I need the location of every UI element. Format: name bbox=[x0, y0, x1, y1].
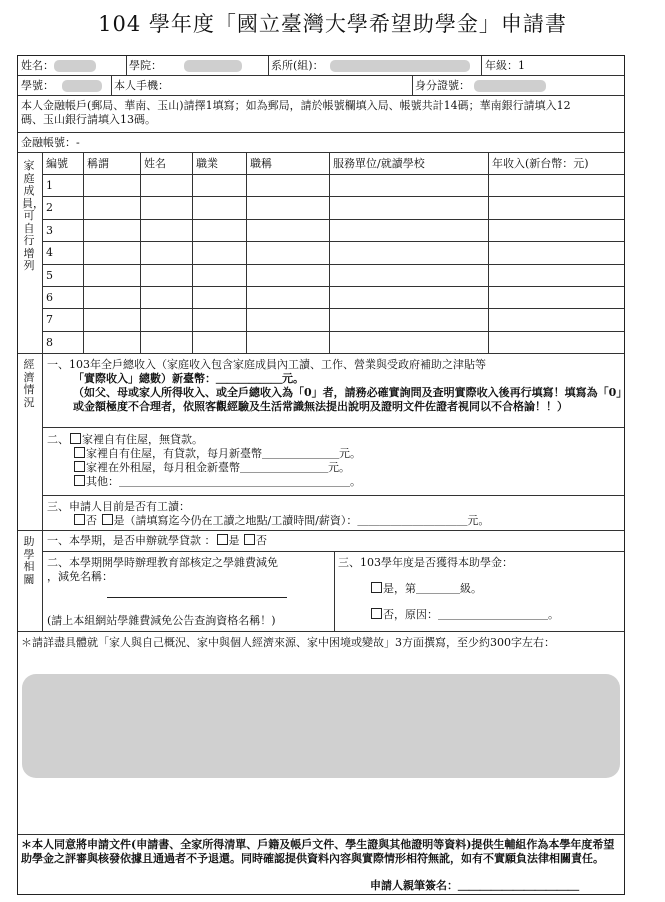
family-table-cell[interactable] bbox=[246, 196, 329, 218]
mobile-field[interactable] bbox=[114, 79, 169, 93]
national-id-label: 身分證號： bbox=[415, 79, 470, 92]
economy-q3 bbox=[47, 500, 622, 528]
family-side-label: 家庭成員，可自行增列 bbox=[22, 159, 44, 272]
housing-option-checkbox-1[interactable] bbox=[70, 433, 81, 444]
aid-q1-label: 一、本學期，是否申辦就學貸款 ： bbox=[47, 534, 216, 547]
family-table-cell[interactable] bbox=[140, 241, 192, 263]
student-id-label: 學號： bbox=[21, 79, 54, 92]
family-header: 稱謂 bbox=[87, 157, 109, 170]
family-table-cell[interactable] bbox=[488, 331, 625, 353]
family-table-cell[interactable] bbox=[488, 286, 625, 308]
family-table-cell[interactable] bbox=[83, 174, 140, 196]
application-form bbox=[17, 55, 625, 895]
family-table-cell[interactable] bbox=[329, 241, 488, 263]
grant-yes-checkbox[interactable] bbox=[371, 582, 382, 593]
grant-no-label: 否，原因：＿＿＿＿＿＿＿＿＿＿。 bbox=[383, 608, 559, 621]
family-table-cell[interactable] bbox=[246, 331, 329, 353]
aid-q3-label: 三、103學年度是否獲得本助學金： bbox=[338, 556, 513, 569]
college-label: 學院： bbox=[129, 59, 162, 72]
bank-note: 本人金融帳戶(郵局、華南、玉山)請擇1填寫；如為郵局，請於帳號欄填入局、帳號共計14碼；華南銀行請填入12碼、玉山銀行請填入13碼。 bbox=[21, 99, 571, 126]
family-table-cell[interactable] bbox=[329, 308, 488, 330]
family-table-cell[interactable] bbox=[192, 331, 246, 353]
family-header: 年收入(新台幣：元) bbox=[492, 157, 589, 170]
economy-q1-line2[interactable]: 「實際收入」總數）新臺幣：＿＿＿＿＿＿元。 bbox=[73, 372, 304, 385]
family-table-cell[interactable] bbox=[488, 219, 625, 241]
family-table-cell[interactable] bbox=[192, 308, 246, 330]
grant-no-checkbox[interactable] bbox=[371, 608, 382, 619]
loan-no-label: 否 bbox=[256, 534, 267, 547]
aid-q1 bbox=[47, 534, 267, 548]
family-table-cell[interactable] bbox=[329, 196, 488, 218]
family-header: 姓名 bbox=[144, 157, 166, 170]
family-table-cell[interactable] bbox=[246, 241, 329, 263]
economy-q2 bbox=[47, 433, 607, 489]
loan-yes-label: 是 bbox=[228, 534, 240, 547]
redacted-national-id bbox=[474, 80, 546, 92]
grade-field[interactable] bbox=[485, 59, 525, 73]
family-table-cell[interactable] bbox=[192, 264, 246, 286]
family-row-number: 1 bbox=[46, 179, 53, 192]
family-table-cell[interactable] bbox=[140, 331, 192, 353]
family-table-cell[interactable] bbox=[246, 174, 329, 196]
aid-q2 bbox=[47, 556, 332, 628]
economy-q2-label: 二、 bbox=[47, 433, 69, 446]
grade-label: 年級： bbox=[485, 59, 518, 72]
redacted-department bbox=[330, 60, 470, 72]
family-table-cell[interactable] bbox=[83, 196, 140, 218]
aid-q2-line2: ，減免名稱： bbox=[47, 570, 113, 583]
family-table-cell[interactable] bbox=[488, 308, 625, 330]
loan-yes-checkbox[interactable] bbox=[217, 534, 228, 545]
grant-yes-label: 是，第＿＿＿＿級。 bbox=[383, 582, 482, 595]
family-table-cell[interactable] bbox=[329, 331, 488, 353]
housing-option-checkbox-4[interactable] bbox=[74, 475, 85, 486]
family-table-cell[interactable] bbox=[246, 219, 329, 241]
family-table-cell[interactable] bbox=[192, 241, 246, 263]
economy-q1-note: （如父、母或家人所得收入、或全戶總收入為「0」者，請務必確實詢問及查明實際收入後再行填寫！填寫為「0」或金額極度不合理者，依照客觀經驗及生活常識無法提出說明及證明文件佐證者視同以不合格論！！） bbox=[73, 386, 622, 413]
economy-side-label: 經濟情況 bbox=[23, 358, 35, 409]
department-label: 系所(組)： bbox=[271, 59, 324, 72]
family-table-cell[interactable] bbox=[83, 286, 140, 308]
bank-account-field[interactable]: 金融帳號：- bbox=[21, 136, 80, 149]
housing-option-1: 家裡自有住屋，無貸款。 bbox=[82, 433, 203, 446]
family-table-cell[interactable] bbox=[140, 286, 192, 308]
family-row-number: 5 bbox=[46, 268, 53, 282]
family-row-number: 7 bbox=[46, 313, 53, 327]
family-header: 服務單位/就讀學校 bbox=[333, 157, 425, 170]
aid-q2-note: (請上本組網站學雜費減免公告查詢資格名稱！) bbox=[47, 614, 276, 627]
housing-option-checkbox-2[interactable] bbox=[74, 447, 85, 458]
name-field[interactable] bbox=[21, 59, 96, 73]
college-field[interactable] bbox=[129, 59, 242, 73]
family-table-cell[interactable] bbox=[140, 308, 192, 330]
family-row-number: 4 bbox=[46, 246, 53, 260]
economy-q1-line1: 一、103年全戶總收入（家庭收入包含家庭成員內工讀、工作、營業與受政府補助之津貼等 bbox=[47, 358, 486, 371]
redacted-college bbox=[184, 60, 242, 72]
family-table-cell[interactable] bbox=[488, 241, 625, 263]
work-no-label: 否 bbox=[86, 514, 97, 527]
family-table-cell[interactable] bbox=[329, 219, 488, 241]
family-table-cell[interactable] bbox=[246, 264, 329, 286]
redacted-name bbox=[54, 60, 96, 72]
aid-side-label: 助學相關 bbox=[23, 535, 35, 586]
family-table-cell[interactable] bbox=[488, 174, 625, 196]
family-header: 編號 bbox=[46, 157, 68, 170]
essay-prompt: ＊請詳盡具體就「家人與自己概況、家中與個人經濟來源、家中困境或變故」3方面撰寫，至少約300字左右： bbox=[21, 636, 555, 649]
family-table-cell[interactable] bbox=[192, 219, 246, 241]
family-table-cell[interactable] bbox=[488, 264, 625, 286]
family-table-cell[interactable] bbox=[140, 196, 192, 218]
economy-q1 bbox=[47, 358, 622, 414]
family-table-cell[interactable] bbox=[329, 264, 488, 286]
family-table-cell[interactable] bbox=[140, 174, 192, 196]
housing-option-4: 其他：＿＿＿＿＿＿＿＿＿＿＿＿＿＿＿＿＿＿＿＿＿。 bbox=[86, 475, 361, 488]
consent-text: ＊本人同意將申請文件(申請書、全家所得清單、戶籍及帳戶文件、學生證與其他證明等資料)提供生輔組作為本學年度希望助學金之評審與核發依據且通過者不予退還。同時確認提供資料內容與實際情形相符無訛，如有不實願負法律相關責任。 bbox=[21, 838, 615, 865]
family-table-cell[interactable] bbox=[192, 196, 246, 218]
mobile-label: 本人手機： bbox=[114, 79, 169, 92]
name-label: 姓名： bbox=[21, 59, 54, 72]
family-table-cell[interactable] bbox=[83, 308, 140, 330]
family-table-cell[interactable] bbox=[83, 264, 140, 286]
family-table-cell[interactable] bbox=[329, 174, 488, 196]
family-table-cell[interactable] bbox=[488, 196, 625, 218]
department-field[interactable] bbox=[271, 59, 470, 73]
family-row-number: 6 bbox=[46, 291, 53, 304]
family-table-cell[interactable] bbox=[192, 174, 246, 196]
waiver-name-input[interactable] bbox=[107, 587, 287, 598]
form-title: 104 學年度「國立臺灣大學希望助學金」申請書 bbox=[98, 12, 567, 36]
student-id-field[interactable] bbox=[21, 79, 102, 93]
family-table-cell[interactable] bbox=[246, 286, 329, 308]
family-table-cell[interactable] bbox=[83, 331, 140, 353]
aid-q2-line1: 二、本學期開學時辦理教育部核定之學雜費減免 bbox=[47, 556, 278, 569]
family-table-cell[interactable] bbox=[83, 241, 140, 263]
signature-field[interactable]: 申請人親筆簽名：＿＿＿＿＿＿＿＿＿＿＿ bbox=[370, 879, 579, 892]
national-id-field[interactable] bbox=[415, 79, 546, 93]
grade-value: 1 bbox=[518, 59, 525, 72]
family-table-cell[interactable] bbox=[83, 219, 140, 241]
housing-option-checkbox-3[interactable] bbox=[74, 461, 85, 472]
family-table-cell[interactable] bbox=[246, 308, 329, 330]
economy-q3-line1: 三、申請人目前是否有工讀： bbox=[47, 500, 190, 513]
work-no-checkbox[interactable] bbox=[74, 514, 85, 525]
housing-option-2: 家裡自有住屋，有貸款，每月新臺幣＿＿＿＿＿＿＿元。 bbox=[86, 447, 361, 460]
family-table-cell[interactable] bbox=[140, 264, 192, 286]
redacted-essay-area[interactable] bbox=[22, 674, 620, 778]
family-row-number: 3 bbox=[46, 223, 53, 237]
loan-no-checkbox[interactable] bbox=[244, 534, 255, 545]
family-header: 職稱 bbox=[250, 157, 272, 170]
housing-option-3: 家裡在外租屋，每月租金新臺幣＿＿＿＿＿＿＿＿元。 bbox=[86, 461, 350, 474]
work-yes-checkbox[interactable] bbox=[102, 514, 113, 525]
work-yes-label: 是（請填寫迄今仍在工讀之地點/工讀時間/薪資）：＿＿＿＿＿＿＿＿＿＿元。 bbox=[113, 514, 490, 527]
family-table-cell[interactable] bbox=[329, 286, 488, 308]
family-row-number: 2 bbox=[46, 201, 53, 215]
aid-q3 bbox=[338, 556, 618, 622]
family-table-cell[interactable] bbox=[140, 219, 192, 241]
family-header: 職業 bbox=[196, 157, 218, 170]
family-table-cell[interactable] bbox=[192, 286, 246, 308]
family-row-number: 8 bbox=[46, 335, 53, 349]
redacted-student-id bbox=[62, 80, 102, 92]
